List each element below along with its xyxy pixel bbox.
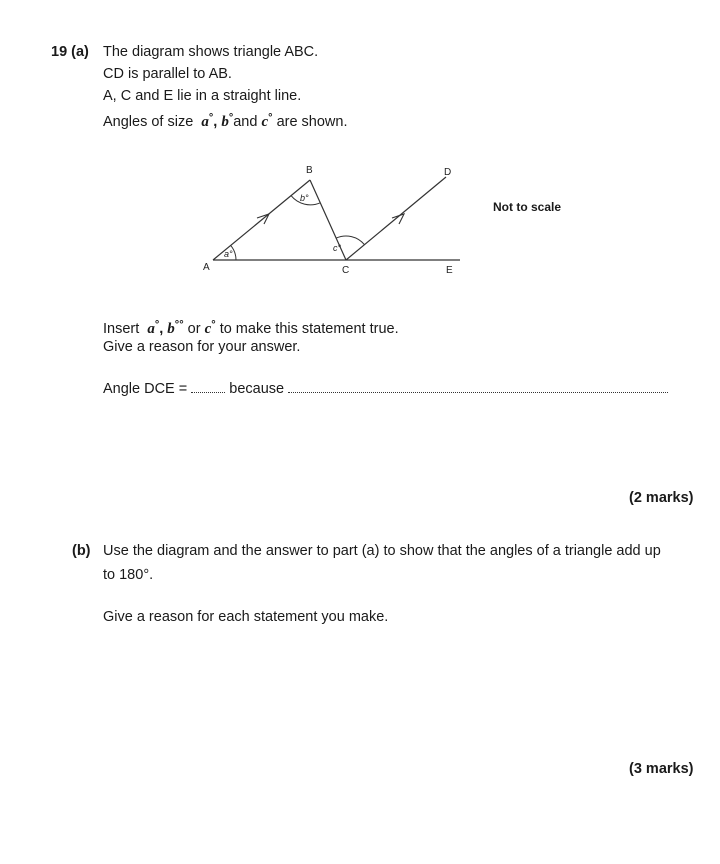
angle-label-b: b°: [300, 193, 309, 203]
degree-sign: °: [268, 112, 273, 124]
question-number: 19 (a): [51, 44, 89, 60]
degree-sign: °: [211, 319, 216, 331]
angle-symbol-b: b: [167, 321, 175, 337]
insert-prefix: Insert: [103, 321, 140, 337]
marks-part-b: (3 marks): [629, 761, 694, 777]
comma: ,: [213, 114, 218, 130]
point-label-c: C: [342, 265, 350, 276]
angles-suffix: are shown.: [276, 114, 348, 130]
angle-label-a: a°: [224, 249, 233, 259]
degree-sign: °: [208, 112, 214, 124]
comma: ,: [159, 321, 164, 337]
parallel-arrow-cd: [392, 214, 404, 224]
answer-angle-blank[interactable]: [191, 380, 225, 393]
intro-line-2: CD is parallel to AB.: [103, 66, 232, 82]
answer-prefix: Angle DCE =: [103, 381, 188, 397]
angles-shown-line: [103, 107, 348, 133]
insert-suffix: to make this statement true.: [219, 321, 399, 337]
angle-symbol-b: b: [221, 114, 229, 130]
not-to-scale-note: Not to scale: [493, 200, 562, 214]
point-label-b: B: [306, 165, 313, 176]
point-label-d: D: [444, 167, 452, 178]
point-label-e: E: [446, 265, 453, 276]
marks-part-a: (2 marks): [629, 490, 694, 506]
triangle-diagram: [190, 160, 480, 285]
double-degree-sign: °°: [174, 319, 184, 331]
intro-line-3: A, C and E lie in a straight line.: [103, 88, 302, 104]
answer-reason-blank[interactable]: [288, 380, 668, 393]
line-cd: [346, 177, 446, 260]
angle-symbol-a: a: [147, 321, 155, 337]
part-b-line-3: Give a reason for each statement you make.: [103, 609, 389, 625]
angles-prefix: Angles of size: [103, 114, 194, 130]
reason-line: Give a reason for your answer.: [103, 339, 301, 355]
part-b-line-1: Use the diagram and the answer to part (a) to show that the angles of a triangle add up: [103, 543, 661, 559]
insert-or: or: [187, 321, 201, 337]
point-label-a: A: [203, 262, 210, 273]
angle-symbol-c: c: [204, 321, 212, 337]
degree-sign: °: [228, 112, 234, 124]
angle-symbol-c: c: [261, 114, 269, 130]
intro-line-1: The diagram shows triangle ABC.: [103, 44, 319, 60]
part-b-label: (b): [72, 543, 91, 559]
degree-sign: °: [154, 319, 160, 331]
line-ab: [213, 180, 310, 260]
answer-line: [103, 378, 668, 400]
answer-because: because: [229, 381, 285, 397]
part-b-line-2: to 180°.: [103, 567, 154, 583]
angle-label-c: c°: [333, 243, 342, 253]
angles-and: and: [233, 114, 258, 130]
angle-symbol-a: a: [201, 114, 209, 130]
